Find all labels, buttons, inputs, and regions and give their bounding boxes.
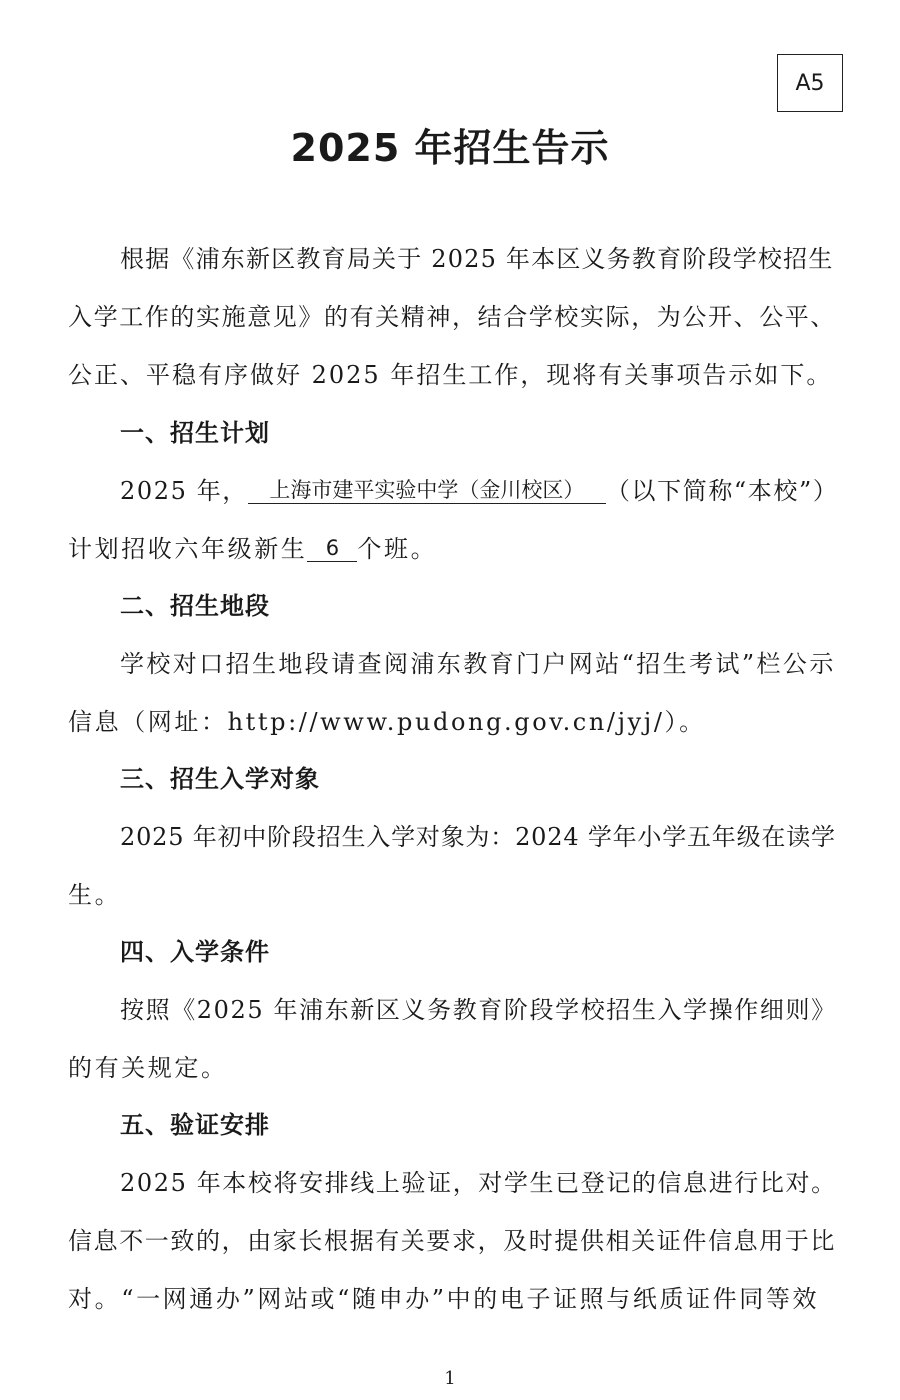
verification-line-3: 对。“一网通办”网站或“随申办”中的电子证照与纸质证件同等效 [68,1285,820,1313]
plan-line-1 [120,475,838,507]
district-line-1: 学校对口招生地段请查阅浦东教育门户网站“招生考试”栏公示 [120,650,836,678]
section-heading-plan: 一、招生计划 [120,419,270,447]
verification-line-1: 2025 年本校将安排线上验证，对学生已登记的信息进行比对。 [120,1169,837,1197]
verification-line-2: 信息不一致的，由家长根据有关要求，及时提供相关证件信息用于比 [68,1227,836,1255]
plan-class-unit: 个班。 [357,535,438,563]
plan-year-text: 2025 年， [120,477,248,505]
class-count-field: 6 [307,535,357,562]
intro-line-2: 入学工作的实施意见》的有关精神，结合学校实际，为公开、公平、 [68,303,836,331]
target-line-2: 生。 [68,881,122,909]
intro-line-1: 根据《浦东新区教育局关于 2025 年本区义务教育阶段学校招生 [120,245,834,273]
plan-line-2 [68,533,838,565]
document-title: 2025 年招生告示 [290,126,610,170]
page-number: 1 [444,1368,456,1389]
conditions-line-2: 的有关规定。 [68,1054,228,1082]
plan-enroll-text: 计划招收六年级新生 [68,535,308,563]
section-heading-conditions: 四、入学条件 [120,938,270,966]
section-heading-district: 二、招生地段 [120,592,270,620]
school-name-field: 上海市建平实验中学（金川校区） [248,477,606,504]
district-line-2: 信息（网址：http://www.pudong.gov.cn/jyj/）。 [68,708,706,736]
document-code: A5 [795,70,825,96]
plan-abbrev-text: （以下简称“本校”） [605,477,839,505]
document-code-box [777,54,843,112]
section-heading-verification: 五、验证安排 [120,1111,270,1139]
section-heading-target: 三、招生入学对象 [120,765,320,793]
intro-line-3: 公正、平稳有序做好 2025 年招生工作，现将有关事项告示如下。 [68,361,833,389]
conditions-line-1: 按照《2025 年浦东新区义务教育阶段学校招生入学操作细则》 [120,996,837,1024]
target-line-1: 2025 年初中阶段招生入学对象为：2024 学年小学五年级在读学 [120,823,836,851]
